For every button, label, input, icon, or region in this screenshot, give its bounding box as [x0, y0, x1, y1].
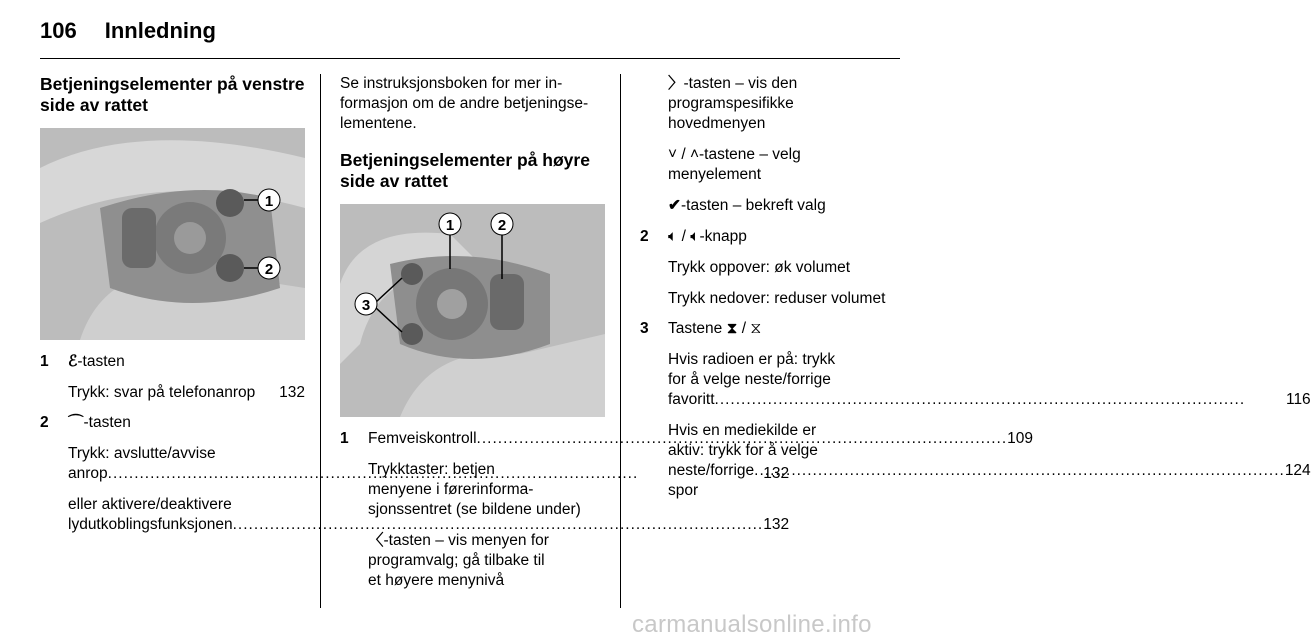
- item-extra-2: lydutkoblingsfunksjonen: [68, 516, 233, 533]
- check-icon: ✔: [668, 197, 681, 214]
- media-text-1: Hvis en mediekilde er: [668, 422, 817, 439]
- item-desc: Trykktaster: betjen menyene i førerinforma- sjonssentret (se bildene under): [368, 461, 581, 518]
- updown-key-text: ˅ / ˄-tastene – velg menyelement: [668, 146, 801, 183]
- item-number: 1: [40, 353, 49, 370]
- page-ref: 109: [1007, 430, 1034, 447]
- right-item-2: [640, 227, 902, 309]
- seek-label: Tastene ⧗ / ⧖: [668, 320, 762, 337]
- hang-up-icon: ⌒: [68, 414, 84, 431]
- left-steering-figure: [40, 128, 305, 340]
- volume-label: 🔈︎ / 🔈︎-knapp: [668, 228, 747, 245]
- media-text-2: aktiv: trykk for å velge: [668, 442, 818, 459]
- left-callout-2: 2: [264, 261, 274, 278]
- volume-up-text: Trykk oppover: øk volumet: [668, 259, 851, 276]
- item-desc-2: anrop: [68, 465, 108, 482]
- page-ref: 132: [279, 384, 305, 401]
- item-extra-1: eller aktivere/deaktivere: [68, 496, 232, 513]
- item-desc: Trykk: svar på telefonanrop: [68, 384, 256, 401]
- item-number: 2: [640, 228, 649, 245]
- header-rule: [40, 58, 900, 59]
- right-callout-1: 1: [445, 217, 455, 234]
- radio-text-2: for å velge neste/forrige: [668, 371, 831, 388]
- check-key-text: -tasten – bekreft valg: [681, 197, 826, 214]
- page-ref: 132: [763, 465, 790, 482]
- left-steering-illustration: [40, 128, 305, 340]
- phone-icon: ℰ: [68, 353, 78, 370]
- page-ref: 132: [763, 516, 790, 533]
- page-ref: 116: [1285, 391, 1311, 408]
- item-label: -tasten: [77, 353, 125, 370]
- left-item-1: [40, 352, 305, 403]
- left-key-text: -tasten – vis menyen for programvalg; gå tilbake til et høyere menynivå: [368, 532, 549, 589]
- radio-text-3: favoritt: [668, 391, 715, 408]
- right-steering-figure: [340, 204, 605, 417]
- item-label: Femveiskontroll: [368, 430, 477, 447]
- intro-text: Se instruksjonsboken for mer in- formasjon om de andre betjeningse- lementene.: [340, 75, 589, 132]
- item-label: -tasten: [83, 414, 131, 431]
- right-callout-2: 2: [497, 217, 507, 234]
- volume-down-text: Trykk nedover: reduser volumet: [668, 290, 886, 307]
- media-text-3: neste/forrige spor: [668, 462, 755, 499]
- page-ref: 124: [1284, 462, 1311, 479]
- right-side-heading: Betjeningselementer på høyre side av rattet: [340, 150, 590, 191]
- item-number: 2: [40, 414, 49, 431]
- left-heading: Betjeningselementer på venstre side av rattet: [40, 74, 305, 115]
- right-key-text: -tasten – vis den programspesifikke hovedmenyen: [668, 75, 798, 132]
- page-header: [40, 18, 216, 44]
- radio-text-1: Hvis radioen er på: trykk: [668, 351, 836, 368]
- page-number: 106: [40, 18, 77, 43]
- watermark: carmanualsonline.info: [632, 611, 872, 638]
- chevron-right-icon: 〉: [668, 75, 684, 92]
- item-desc-1: Trykk: avslutte/avvise: [68, 445, 216, 462]
- page-title: Innledning: [104, 18, 216, 43]
- item-number: 1: [340, 430, 349, 447]
- right-callout-3: 3: [361, 297, 371, 314]
- chevron-left-icon: 〈: [368, 532, 384, 549]
- right-steering-illustration: [340, 204, 605, 417]
- item-number: 3: [640, 320, 649, 337]
- left-callout-1: 1: [264, 193, 274, 210]
